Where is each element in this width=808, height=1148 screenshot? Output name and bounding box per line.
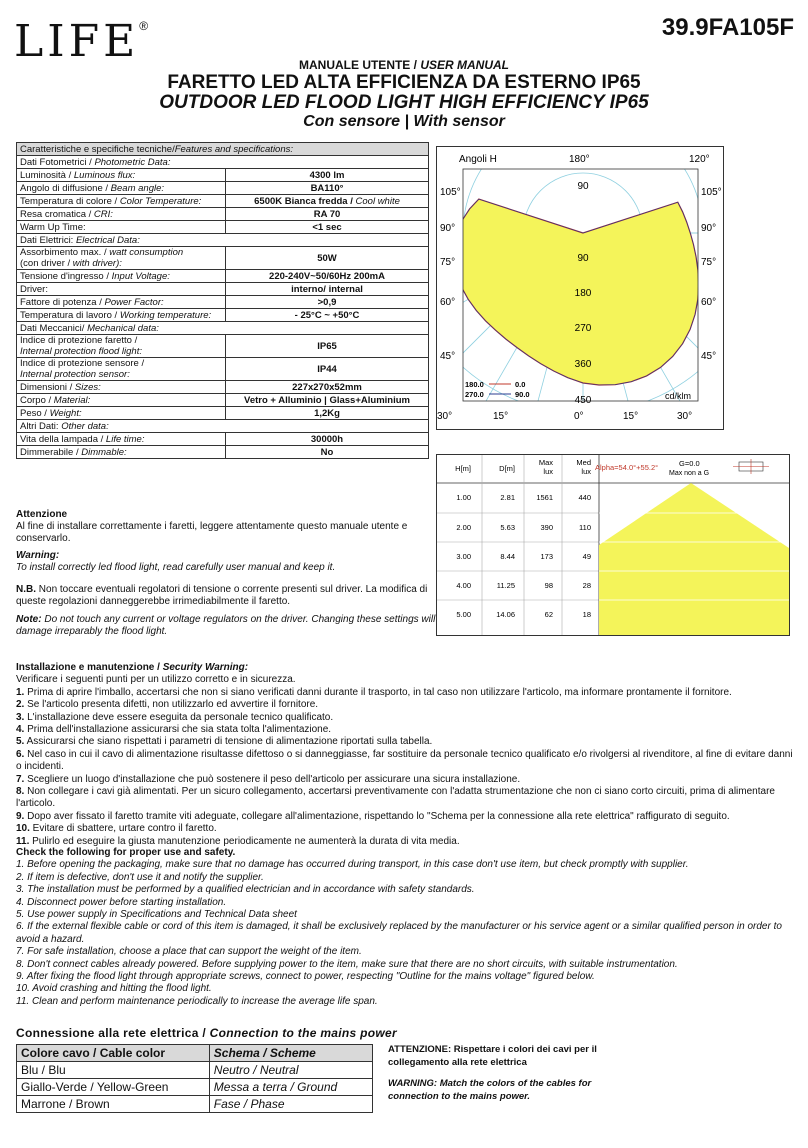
spec-label-en: Electrical Data:	[75, 234, 140, 246]
spec-value: 50W	[226, 247, 429, 270]
brand-logo: LIFE®	[14, 16, 149, 67]
safety-item: 5. Use power supply in Specifications and Technical Data sheet	[16, 909, 297, 921]
polar-side-label: 60°	[701, 297, 717, 308]
safety-item: 2. If item is defective, don't use it and notify the supplier.	[16, 871, 264, 883]
attention-note: Attenzione Al fine di installare correttamente i faretti, leggere attentamente questo manuale utente e conservarlo.	[16, 509, 408, 544]
spec-label-en: Input Voltage:	[111, 270, 170, 282]
spec-label-en: Photometric Data:	[94, 156, 171, 168]
lux-cell: 8.44	[500, 552, 515, 561]
polar-diagram	[436, 146, 724, 430]
lux-cell: 1561	[536, 493, 553, 502]
spec-row: Corpo / Material: Vetro + Alluminio | Glass+Aluminium	[17, 394, 429, 407]
spec-row: Dimensioni / Sizes: 227x270x52mm	[17, 381, 429, 394]
product-subtitle: Con sensore | With sensor	[303, 113, 505, 130]
polar-ring-value: 90	[577, 253, 589, 264]
polar-side-label: 45°	[440, 351, 456, 362]
wiring-scheme: Messa a terra / Ground	[209, 1079, 372, 1096]
polar-side-label: 75°	[701, 257, 717, 268]
wiring-color: Blu / Blu	[17, 1062, 210, 1079]
spec-label-en: Power Factor:	[104, 296, 164, 308]
lux-cell: 5.00	[456, 610, 471, 619]
install-item: 6. Nel caso in cui il cavo di alimentazione risultasse difettoso o si danneggiasse, far sostituire da personale tecnico qualificato e/o rivolgersi al rivenditore, al fine di evitare danni o incidenti.	[16, 748, 793, 773]
warning-note: Warning: To install correctly led flood light, read carefully user manual and keep it.	[16, 550, 336, 573]
spec-label-it: Peso	[20, 407, 42, 419]
install-item: 3. L'installazione deve essere eseguita da personale tecnico qualificato.	[16, 711, 334, 723]
product-code: 39.9FA105F	[661, 14, 794, 41]
polar-side-label: 45°	[701, 351, 717, 362]
install-item: 5. Assicurarsi che siano rispettati i parametri di tensione di alimentazione riportati sulla tabella.	[16, 736, 433, 748]
wiring-color: Marrone / Brown	[17, 1096, 210, 1113]
lux-cell: 4.00	[456, 581, 471, 590]
lux-header: H[m]	[455, 464, 471, 473]
spec-row: Peso / Weight: 1,2Kg	[17, 407, 429, 420]
spec-row	[17, 420, 429, 433]
spec-label-en: Luminous flux:	[73, 169, 136, 181]
wiring-row	[17, 1096, 373, 1113]
spec-row	[17, 283, 429, 296]
lux-header: D[m]	[499, 464, 515, 473]
polar-ring-value: 270	[574, 323, 592, 334]
spec-row: Temperatura di colore / Color Temperature: 6500K Bianca fredda / Cool white	[17, 195, 429, 208]
lux-cell: 2.00	[456, 523, 471, 532]
lux-cell: 173	[540, 552, 553, 561]
lux-cell: 98	[544, 581, 553, 590]
spec-label-it: Warm Up Time:	[20, 221, 86, 233]
lux-g: G=0.0	[679, 459, 700, 468]
spec-label-it: Driver:	[20, 283, 48, 295]
spec-label-it: Luminosità	[20, 169, 66, 181]
safety-item: 7. For safe installation, choose a place that can support the weight of the item.	[16, 946, 362, 958]
safety-item: 1. Before opening the packaging, make sure that no damage has occurred during transport, in this case don't use item, but check promptly with supplier.	[16, 859, 689, 871]
spec-label-en: Color Temperature:	[119, 195, 202, 207]
spec-label-en: watt consumption	[109, 247, 184, 258]
spec-label-it: Altri Dati:	[20, 420, 59, 432]
spec-header-row	[17, 143, 429, 156]
polar-bottom-label: 30°	[677, 411, 693, 422]
wiring-table	[16, 1044, 373, 1113]
spec-label-en: Internal protection sensor:	[20, 369, 130, 380]
spec-row: Indice di protezione faretto / Internal protection flood light: IP65	[17, 335, 429, 358]
spec-value: >0,9	[226, 296, 429, 309]
spec-label-en: Internal protection flood light:	[20, 346, 142, 357]
spec-label-it: Indice di protezione faretto	[20, 335, 132, 346]
polar-legend-b: 0.0	[515, 380, 526, 389]
lux-cell: 28	[582, 581, 591, 590]
installation-section: Installazione e manutenzione / Security Warning: Verificare i seguenti punti per un utilizzo corretto e in sicurezza. 1. Prima di aprire l'imballo, accertarsi che non si siano verificati danni durante il trasporto, in tal caso non utilizzare l'articolo, ma informare prontamente il fornitore. 2. Se l'articolo presenta difetti, non utilizzarlo ed avvertire il fornitore. 3. L'installazione deve essere eseguita da personale tecnico qualificato. 4. Prima dell'installazione assicurarsi che sia stata tolta l'alimentazione. 5. Assicurarsi che siano rispettati i parametri di tensione di alimentazione riportati sulla tabella. 6. Nel caso in cui il cavo di alimentazione risultasse difettoso o si danneggiasse, far sostituire da personale tecnico qualificato e/o rivolgersi al rivenditore, al fine di evitare danni o incidenti. 7. Scegliere un luogo d'installazione che può sostenere il peso dell'articolo per assicurare una sicura installazione. 8. Non collegare i cavi già alimentati. Per un sicuro collegamento, accertarsi preventivamente con l'adatta strumentazione che non ci siano corto circuiti, prima di alimentare l'articolo. 9. Dopo aver fissato il faretto tramite viti adeguate, collegare all'alimentazione, rispettando lo "Schema per la connessione alla rete elettrica" raffigurato di seguito. 10. Evitare di sbattere, urtare contro il faretto. 11. Pulirlo ed eseguire la giusta manutenzione periodicamente ne aumenterà la durata di vita media.	[16, 662, 796, 848]
polar-side-label: 90°	[701, 223, 717, 234]
lux-cell: 110	[579, 523, 591, 532]
product-title: FARETTO LED ALTA EFFICIENZA DA ESTERNO IP65 OUTDOOR LED FLOOD LIGHT HIGH EFFICIENCY IP65	[159, 72, 649, 113]
wiring-scheme: Neutro / Neutral	[209, 1062, 372, 1079]
spec-value: IP44	[226, 358, 429, 381]
safety-item: 6. If the external flexible cable or cord of this item is damaged, it shall be exclusively replaced by the manufacturer or his service agent or a similar qualified person in order to avoid a hazard.	[16, 921, 782, 945]
lux-header: Med lux	[576, 458, 591, 476]
spec-label-it: Corpo	[20, 394, 46, 406]
nb-note: N.B. Non toccare eventuali regolatori di tensione o corrente presenti sul driver. La modifica di queste regolazioni danneggerebbe irrimediabilmente il faretto.	[16, 584, 428, 607]
spec-label-en: Working temperature:	[119, 309, 212, 321]
wiring-color: Giallo-Verde / Yellow-Green	[17, 1079, 210, 1096]
polar-title: Angoli H	[459, 154, 497, 165]
spec-value: IP65	[226, 335, 429, 358]
lux-cell: 5.63	[500, 523, 515, 532]
lux-cell: 18	[582, 610, 591, 619]
spec-label-en: Other data:	[61, 420, 109, 432]
spec-row: Resa cromatica / CRI: RA 70	[17, 208, 429, 221]
spec-value: Vetro + Alluminio | Glass+Aluminium	[226, 394, 429, 407]
wiring-header-row	[17, 1045, 373, 1062]
polar-legend-b: 90.0	[515, 390, 530, 399]
wiring-warning: ATTENZIONE: Rispettare i colori dei cavi per il collegamento alla rete elettrica WARNING: Match the colors of the cables for connection to the mains power.	[388, 1044, 597, 1102]
spec-row: Indice di protezione sensore / Internal protection sensor: IP44	[17, 358, 429, 381]
spec-value: 220-240V~50/60Hz 200mA	[226, 270, 429, 283]
spec-label-it: Fattore di potenza	[20, 296, 97, 308]
wiring-head-color: Colore cavo / Cable color	[17, 1045, 210, 1062]
spec-label-en: Life time:	[105, 433, 145, 445]
spec-label-it: Dimmerabile	[20, 446, 74, 458]
install-item: 7. Scegliere un luogo d'installazione che può sostenere il peso dell'articolo per assicurare una sicura installazione.	[16, 773, 521, 785]
spec-value: 227x270x52mm	[226, 381, 429, 394]
polar-bottom-label: 15°	[493, 411, 509, 422]
install-item: 8. Non collegare i cavi già alimentati. Per un sicuro collegamento, accertarsi preventivamente con l'adatta strumentazione che non ci siano corto circuiti, prima di alimentare l'articolo.	[16, 786, 775, 810]
wiring-head-scheme: Schema / Scheme	[209, 1045, 372, 1062]
install-item: 11. Pulirlo ed eseguire la giusta manutenzione periodicamente ne aumenterà la durata di vita media.	[16, 835, 460, 847]
polar-bottom-label: 15°	[623, 411, 639, 422]
polar-ring-value: 450	[574, 395, 592, 406]
spec-row	[17, 221, 429, 234]
polar-side-label: 105°	[701, 187, 722, 198]
safety-item: 3. The installation must be performed by a qualified electrician and in accordance with safety standards.	[16, 884, 475, 896]
spec-label-it: Assorbimento max.	[20, 247, 102, 258]
lux-cell: 62	[544, 610, 553, 619]
install-item: 10. Evitare di sbattere, urtare contro il faretto.	[16, 823, 217, 835]
install-item: 4. Prima dell'installazione assicurarsi che sia stata tolta l'alimentazione.	[16, 724, 332, 736]
spec-row: Vita della lampada / Life time: 30000h	[17, 433, 429, 446]
spec-row	[17, 234, 429, 247]
spec-value: 6500K Bianca fredda / Cool white	[226, 195, 429, 208]
polar-side-label: 105°	[440, 187, 461, 198]
polar-bottom-label: 0°	[574, 411, 584, 422]
spec-row: Tensione d'ingresso / Input Voltage: 220-240V~50/60Hz 200mA	[17, 270, 429, 283]
polar-ring-value: 360	[574, 359, 592, 370]
spec-label-en: Dimmable:	[81, 446, 127, 458]
polar-top-label: 180°	[569, 154, 590, 165]
spec-label-it: Dati Elettrici:	[20, 234, 74, 246]
spec-value: RA 70	[226, 208, 429, 221]
spec-row: Dimmerabile / Dimmable: No	[17, 446, 429, 459]
spec-label-it: Vita della lampada	[20, 433, 98, 445]
polar-side-label: 90°	[440, 223, 456, 234]
polar-legend-a: 180.0	[465, 380, 484, 389]
lux-cell: 440	[578, 493, 591, 502]
spec-value: - 25°C ~ +50°C	[226, 309, 429, 322]
spec-label-en: Material:	[53, 394, 91, 406]
spec-value: interno/ internal	[226, 283, 429, 296]
spec-label-it: Temperatura di lavoro	[20, 309, 112, 321]
polar-legend-a: 270.0	[465, 390, 484, 399]
spec-value: BA110°	[226, 182, 429, 195]
spec-value: 30000h	[226, 433, 429, 446]
lux-alpha: Alpha=54.0°+55.2°	[595, 463, 659, 472]
spec-label-it: Dati Fotometrici	[20, 156, 87, 168]
spec-label-it: Tensione d'ingresso	[20, 270, 104, 282]
wiring-row	[17, 1062, 373, 1079]
note-en: Note: Do not touch any current or voltage regulators on the driver. Changing these settings will damage irreparably the flood light.	[16, 614, 436, 637]
lux-svg	[437, 455, 789, 635]
spec-row: Assorbimento max. / watt consumption (con driver / with driver): 50W	[17, 247, 429, 270]
safety-item: 9. After fixing the flood light through appropriate screws, connect to power, respecting "Outline for the mains voltage" figured below.	[16, 971, 595, 983]
spec-label-it: (con driver	[20, 258, 65, 269]
lux-cell: 11.25	[496, 581, 515, 590]
spec-label-en: Beam angle:	[110, 182, 165, 194]
spec-label-it: Dati Meccanici/	[20, 322, 85, 334]
spec-row: Dati Fotometrici / Photometric Data:	[17, 156, 429, 169]
polar-unit: cd/klm	[665, 391, 692, 401]
polar-svg	[437, 147, 723, 429]
spec-label-en: with driver):	[72, 258, 122, 269]
polar-side-label: 60°	[440, 297, 456, 308]
lux-cell: 390	[540, 523, 553, 532]
spec-table	[16, 142, 429, 459]
lux-table	[436, 454, 790, 636]
polar-ring-value: 90	[577, 181, 589, 192]
install-item: 9. Dopo aver fissato il faretto tramite viti adeguate, collegare all'alimentazione, rispettando lo "Schema per la connessione alla rete elettrica" raffigurato di seguito.	[16, 810, 730, 822]
safety-item: 10. Avoid crashing and hitting the flood light.	[16, 983, 212, 995]
lux-g2: Max non a G	[669, 470, 710, 477]
polar-bottom-label: 30°	[437, 411, 453, 422]
wiring-row	[17, 1079, 373, 1096]
spec-head-en: Features and specifications:	[174, 143, 294, 155]
spec-label-en: Weight:	[49, 407, 82, 419]
spec-row	[17, 322, 429, 335]
safety-item: 4. Disconnect power before starting installation.	[16, 896, 227, 908]
install-item: 1. Prima di aprire l'imballo, accertarsi che non si siano verificati danni durante il trasporto, in tal caso non utilizzare l'articolo, ma informare prontamente il fornitore.	[16, 686, 732, 698]
spec-label-en: Mechanical data:	[87, 322, 159, 334]
spec-row: Luminosità / Luminous flux: 4300 lm	[17, 169, 429, 182]
safety-item: 11. Clean and perform maintenance periodically to increase the average life span.	[16, 995, 378, 1007]
lux-cell: 3.00	[456, 552, 471, 561]
spec-value: 4300 lm	[226, 169, 429, 182]
spec-label-it: Dimensioni	[20, 381, 67, 393]
spec-label-en: CRI:	[93, 208, 113, 220]
spec-value: 1,2Kg	[226, 407, 429, 420]
polar-ring-value: 180	[574, 288, 592, 299]
lux-cell: 1.00	[456, 493, 471, 502]
wiring-scheme: Fase / Phase	[209, 1096, 372, 1113]
lux-cell: 49	[582, 552, 591, 561]
spec-row: Temperatura di lavoro / Working temperature: - 25°C ~ +50°C	[17, 309, 429, 322]
spec-label-it: Indice di protezione sensore	[20, 358, 139, 369]
polar-top-label: 120°	[689, 154, 710, 165]
manual-label: MANUALE UTENTE / USER MANUAL	[298, 58, 509, 72]
install-item: 2. Se l'articolo presenta difetti, non utilizzarlo ed avvertire il fornitore.	[16, 699, 319, 711]
lux-cell: 2.81	[500, 493, 515, 502]
wiring-title: Connessione alla rete elettrica / Connection to the mains power	[16, 1026, 397, 1040]
lux-header: Max lux	[538, 458, 553, 476]
lux-cone	[599, 483, 789, 635]
lux-cell: 14.06	[496, 610, 515, 619]
spec-row: Fattore di potenza / Power Factor: >0,9	[17, 296, 429, 309]
spec-label-en: Sizes:	[74, 381, 101, 393]
safety-section: Check the following for proper use and safety. 1. Before opening the packaging, make sure that no damage has occurred during transport, in this case don't use item, but check promptly with supplier. 2. If item is defective, don't use it and notify the supplier. 3. The installation must be performed by a qualified electrician and in accordance with safety standards. 4. Disconnect power before starting installation. 5. Use power supply in Specifications and Technical Data sheet 6. If the external flexible cable or cord of this item is damaged, it shall be exclusively replaced by the manufacturer or his service agent or a similar qualified person in order to avoid a hazard. 7. For safe installation, choose a place that can support the weight of the item. 8. Don't connect cables already powered. Before supplying power to the item, make sure that there are no short circuits, with suitable instrumentation. 9. After fixing the flood light through appropriate screws, connect to power, respecting "Outline for the mains voltage" figured below. 10. Avoid crashing and hitting the flood light. 11. Clean and perform maintenance periodically to increase the average life span.	[16, 847, 796, 1008]
polar-side-label: 75°	[440, 257, 456, 268]
spec-label-it: Temperatura di colore	[20, 195, 112, 207]
spec-label-it: Angolo di diffusione	[20, 182, 103, 194]
spec-row: Angolo di diffusione / Beam angle: BA110°	[17, 182, 429, 195]
spec-value: <1 sec	[226, 221, 429, 234]
spec-label-it: Caratteristiche e specifiche tecniche/	[20, 143, 175, 155]
spec-label-it: Resa cromatica	[20, 208, 86, 220]
safety-item: 8. Don't connect cables already powered. Before supplying power to the item, make sure that there are no short circuits, with suitable instrumentation.	[16, 958, 678, 970]
spec-value: No	[226, 446, 429, 459]
